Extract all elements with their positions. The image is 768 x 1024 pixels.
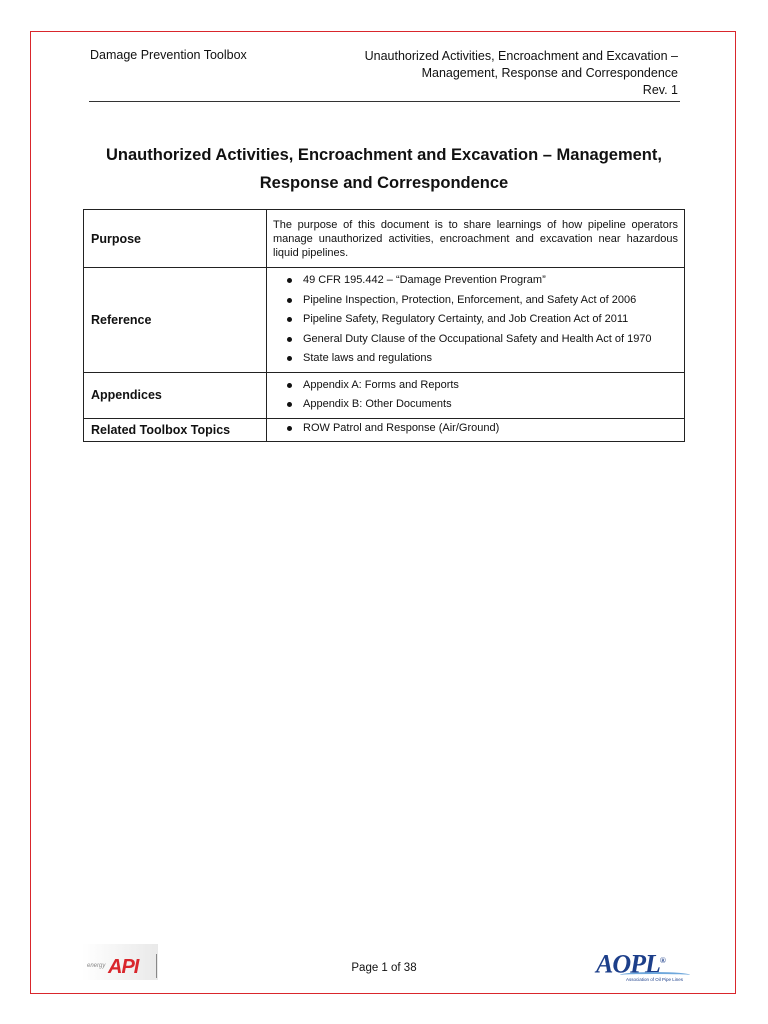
aopl-logo [596, 946, 700, 986]
api-logo-text: API [108, 956, 139, 978]
header-revision: Rev. 1 [642, 83, 678, 97]
list-item: 49 CFR 195.442 – “Damage Prevention Program” [303, 271, 678, 291]
related-list [273, 419, 678, 439]
table-row-purpose [84, 210, 685, 268]
reference-list [273, 271, 678, 369]
registered-mark: ® [659, 956, 665, 965]
purpose-text: The purpose of this document is to share learnings of how pipeline operators manage unauthorized activities, encroachment and excavation near hazardous liquid pipelines. [273, 218, 678, 259]
document-title-line1: Unauthorized Activities, Encroachment and Excavation – Management, [106, 146, 662, 164]
header-right-line2: Management, Response and Correspondence [421, 66, 678, 80]
info-table [83, 209, 685, 442]
api-logo-energy: energy [87, 963, 106, 969]
purpose-cell [267, 210, 685, 268]
list-item: Pipeline Inspection, Protection, Enforcement, and Safety Act of 2006 [303, 291, 678, 311]
aopl-tagline: Association of Oil Pipe Lines [626, 977, 684, 982]
list-item: Pipeline Safety, Regulatory Certainty, and Job Creation Act of 2011 [303, 310, 678, 330]
header-left: Damage Prevention Toolbox [90, 48, 247, 62]
table-row-related [84, 418, 685, 442]
list-item: General Duty Clause of the Occupational Safety and Health Act of 1970 [303, 330, 678, 350]
aopl-logo-text: AOPL® [596, 949, 665, 979]
document-title [84, 141, 684, 197]
list-item: ROW Patrol and Response (Air/Ground) [303, 419, 678, 439]
appendices-cell [267, 372, 685, 418]
header-right [278, 48, 678, 99]
table-row-appendices [84, 372, 685, 418]
related-cell [267, 418, 685, 442]
list-item: Appendix B: Other Documents [303, 395, 678, 415]
table-row-reference [84, 268, 685, 373]
api-logo [82, 944, 158, 980]
related-label: Related Toolbox Topics [84, 418, 267, 442]
page-number: Page 1 of 38 [351, 962, 417, 974]
purpose-label: Purpose [84, 210, 267, 268]
list-item: Appendix A: Forms and Reports [303, 376, 678, 396]
appendices-label: Appendices [84, 372, 267, 418]
header-rule [89, 101, 680, 102]
reference-cell [267, 268, 685, 373]
appendices-list [273, 376, 678, 415]
list-item: State laws and regulations [303, 349, 678, 369]
api-logo-divider [156, 954, 157, 978]
reference-label: Reference [84, 268, 267, 373]
document-title-line2: Response and Correspondence [259, 174, 509, 192]
header-right-line1: Unauthorized Activities, Encroachment and Excavation – [364, 49, 678, 63]
